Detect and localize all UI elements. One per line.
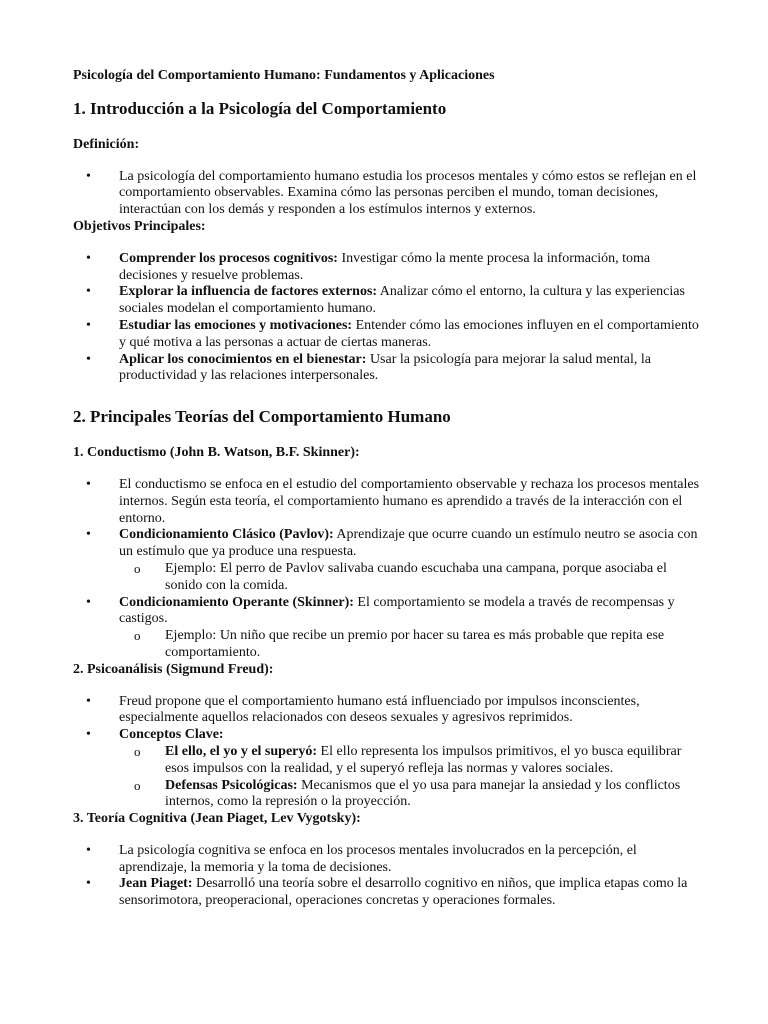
document-body <box>73 68 703 910</box>
conductismo-intro: El conductismo se enfoca en el estudio del comportamiento observable y rechaza los procesos mentales internos. Según esta teoría, el comportamiento humano es aprendido a través de la interacción con el entorno. <box>119 476 700 526</box>
list-item <box>73 843 703 877</box>
section-1-heading: 1. Introducción a la Psicología del Comportamiento <box>73 98 447 118</box>
objective-term: Aplicar los conocimientos en el bienestar: <box>119 351 367 367</box>
list-item <box>73 352 703 386</box>
list-item <box>73 727 703 811</box>
definition-list <box>73 169 703 219</box>
clasico-sublist <box>119 561 703 595</box>
list-item <box>73 251 703 285</box>
operante-sublist <box>119 628 703 662</box>
list-item <box>73 477 703 527</box>
ello-term: El ello, el yo y el superyó: <box>165 743 318 759</box>
operante-text: El comportamiento se modela a través de recompensas y castigos. <box>119 594 675 627</box>
list-item <box>73 527 703 594</box>
piaget-term: Jean Piaget: <box>119 876 193 892</box>
list-item <box>73 595 703 662</box>
objective-term: Estudiar las emociones y motivaciones: <box>119 317 353 333</box>
psicoanalisis-label: 2. Psicoanálisis (Sigmund Freud): <box>73 661 274 677</box>
definition-label: Definición: <box>73 136 140 152</box>
conductismo-list <box>73 477 703 662</box>
list-item <box>119 744 703 778</box>
list-item <box>73 284 703 318</box>
defensas-text: Mecanismos que el yo usa para manejar la ansiedad y los conflictos internos, como la represión o la proyección. <box>165 777 681 810</box>
concepts-label: Conceptos Clave: <box>119 727 224 743</box>
clasico-text: Aprendizaje que ocurre cuando un estímulo neutro se asocia con un estímulo que ya produce una respuesta. <box>119 527 698 560</box>
objectives-list <box>73 251 703 385</box>
defensas-term: Defensas Psicológicas: <box>165 777 298 793</box>
conductismo-label: 1. Conductismo (John B. Watson, B.F. Skinner): <box>73 445 360 461</box>
list-item <box>119 778 703 812</box>
objective-text: Investigar cómo la mente procesa la información, toma decisiones y resuelve problemas. <box>119 250 651 283</box>
operante-term: Condicionamiento Operante (Skinner): <box>119 594 354 610</box>
concepts-sublist <box>119 744 703 811</box>
list-item <box>119 628 703 662</box>
ello-text: El ello representa los impulsos primitivos, el yo busca equilibrar esos impulsos con la realidad, y el superyó refleja las normas y valores sociales. <box>165 743 682 776</box>
cognitiva-label: 3. Teoría Cognitiva (Jean Piaget, Lev Vygotsky): <box>73 811 361 827</box>
objective-text: Analizar cómo el entorno, la cultura y las experiencias sociales modelan el comportamiento humano. <box>119 284 685 317</box>
definition-text: La psicología del comportamiento humano estudia los procesos mentales y cómo estos se reflejan en el comportamiento observables. Examina cómo las personas perciben el mundo, toman decisiones, interactúan con los demás y responden a los estímulos internos y externos. <box>119 168 697 218</box>
document-title: Psicología del Comportamiento Humano: Fundamentos y Aplicaciones <box>73 68 495 83</box>
psicoanalisis-list <box>73 694 703 812</box>
list-item <box>73 694 703 728</box>
objective-term: Explorar la influencia de factores externos: <box>119 284 378 300</box>
cognitiva-intro: La psicología cognitiva se enfoca en los procesos mentales involucrados en la percepción, el aprendizaje, la memoria y la toma de decisiones. <box>119 842 637 875</box>
psicoanalisis-intro: Freud propone que el comportamiento humano está influenciado por impulsos inconscientes, especialmente aquellos relacionados con deseos sexuales y agresivos reprimidos. <box>119 693 640 726</box>
clasico-term: Condicionamiento Clásico (Pavlov): <box>119 527 334 543</box>
list-item <box>73 169 703 219</box>
clasico-example: Ejemplo: El perro de Pavlov salivaba cuando escuchaba una campana, porque asociaba el sonido con la comida. <box>165 560 667 593</box>
piaget-text: Desarrolló una teoría sobre el desarrollo cognitivo en niños, que implica etapas como la sensorimotora, preoperacional, operaciones concretas y operaciones formales. <box>119 876 688 909</box>
objective-term: Comprender los procesos cognitivos: <box>119 250 338 266</box>
list-item <box>73 318 703 352</box>
objectives-label: Objetivos Principales: <box>73 218 206 234</box>
operante-example: Ejemplo: Un niño que recibe un premio por hacer su tarea es más probable que repita ese comportamiento. <box>165 628 665 660</box>
objective-text: Entender cómo las emociones influyen en el comportamiento y qué motiva a las personas a actuar de ciertas maneras. <box>119 317 699 350</box>
list-item <box>73 876 703 910</box>
objective-text: Usar la psicología para mejorar la salud mental, la productividad y las relaciones interpersonales. <box>119 351 651 384</box>
section-2-heading: 2. Principales Teorías del Comportamiento Humano <box>73 407 451 427</box>
list-item <box>119 561 703 595</box>
cognitiva-list <box>73 843 703 910</box>
